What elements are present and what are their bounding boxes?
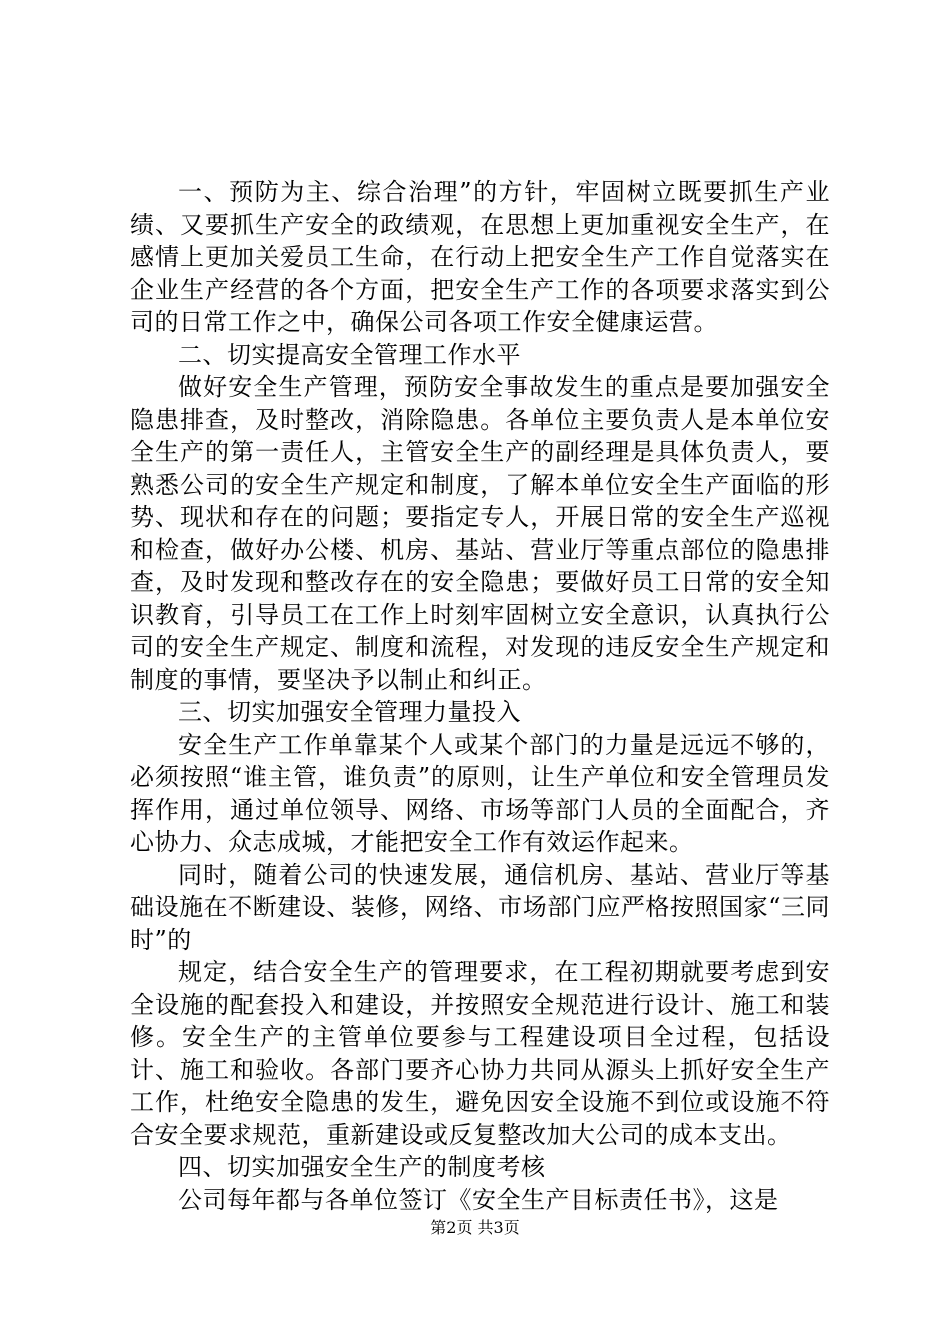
paragraph-responsibility: 安全生产工作单靠某个人或某个部门的力量是远远不够的，必须按照“谁主管，谁负责”的原则，让生产单位和安全管理员发挥作用，通过单位领导、网络、市场等部门人员的全面配合，齐心协力、众志成城，才能把安全工作有效运作起来。 bbox=[130, 730, 830, 856]
paragraph-infrastructure: 同时，随着公司的快速发展，通信机房、基站、营业厅等基础设施在不断建设、装修，网络、市场部门应严格按照国家“三同时”的 bbox=[130, 860, 830, 954]
paragraph-responsibility-letter: 公司每年都与各单位签订《安全生产目标责任书》，这是 bbox=[178, 1185, 779, 1214]
section-heading-3: 三、切实加强安全管理力量投入 bbox=[178, 698, 521, 726]
document-body bbox=[130, 176, 830, 1216]
section-heading-4: 四、切实加强安全生产的制度考核 bbox=[178, 1153, 546, 1181]
paragraph-prevention-principle: 一、预防为主、综合治理”的方针，牢固树立既要抓生产业绩、又要抓生产安全的政绩观，在思想上更加重视安全生产，在感情上更加关爱员工生命，在行动上把安全生产工作自觉落实在企业生产经营的各个方面，把安全生产工作的各项要求落实到公司的日常工作之中，确保公司各项工作安全健康运营。 bbox=[130, 178, 830, 336]
paragraph-regulations: 规定，结合安全生产的管理要求，在工程初期就要考虑到安全设施的配套投入和建设，并按照安全规范进行设计、施工和装修。安全生产的主管单位要参与工程建设项目全过程，包括设计、施工和验收。各部门要齐心协力共同从源头上抓好安全生产工作，杜绝安全隐患的发生，避免因安全设施不到位或设施不符合安全要求规范，重新建设或反复整改加大公司的成本支出。 bbox=[130, 958, 830, 1149]
section-heading-2: 二、切实提高安全管理工作水平 bbox=[178, 340, 521, 369]
page-number: 第2页 共3页 bbox=[430, 1218, 520, 1237]
paragraph-hazard-inspection: 做好安全生产管理，预防安全事故发生的重点是要加强安全隐患排查，及时整改，消除隐患。各单位主要负责人是本单位安全生产的第一责任人，主管安全生产的副经理是具体负责人，要熟悉公司的安全生产规定和制度，了解本单位安全生产面临的形势、现状和存在的问题；要指定专人，开展日常的安全生产巡视和检查，做好办公楼、机房、基站、营业厅等重点部位的隐患排查，及时发现和整改存在的安全隐患；要做好员工日常的安全知识教育，引导员工在工作上时刻牢固树立安全意识，认真执行公司的安全生产规定、制度和流程，对发现的违反安全生产规定和制度的事情，要坚决予以制止和纠正。 bbox=[130, 373, 830, 694]
